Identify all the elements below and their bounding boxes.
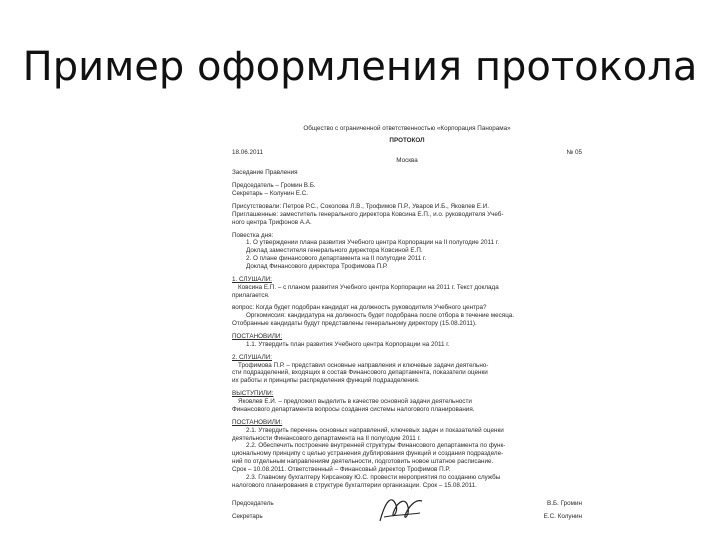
spoke-text: Финансового департамента вопросы создания системы налогового планирования.: [232, 405, 475, 413]
agenda-title: Повестка дня:: [232, 231, 274, 239]
secretary-line: Секретарь – Колунин Е.С.: [232, 190, 309, 198]
section-2-resolution: деятельности Финансового департамента на II полугодие 2011 г.: [232, 434, 421, 442]
section-1-resolution: 1.1. Утвердить план развития Учебного центра Корпорации на 2011 г.: [246, 340, 450, 348]
section-2-resolution: циональному принципу с целью устранения дублирования функций и создания подразделе-: [232, 450, 504, 458]
present-line: Приглашенные: заместитель генерального директора Ковсина Е.П., и.о. руководителя Учеб-: [232, 210, 504, 218]
date-number-row: [232, 149, 582, 157]
section-1-text: Ковсина Е.П. – с планом развития Учебного центра Корпорации на 2011 г. Текст доклада: [238, 283, 499, 291]
section-1-extra: вопрос: Когда будет подобран кандидат на должность руководителя Учебного центра?: [232, 304, 487, 312]
present-line: ного центра Трифонов А.А.: [232, 218, 312, 226]
section-2-heard-title: 2. СЛУШАЛИ:: [232, 353, 272, 361]
agenda-item: 1. О утверждении плана развития Учебного центра Корпорации на II полугодие 2011 г.: [246, 239, 500, 247]
chair-signature-role: Председатель: [232, 499, 274, 507]
section-2-resolution: 2.3. Главному бухгалтеру Кирсанову Ю.С. провести мероприятия по созданию службы: [246, 473, 501, 481]
protocol-document: [232, 125, 582, 527]
section-2-resolution-title: ПОСТАНОВИЛИ:: [232, 418, 283, 426]
organization-name: Общество с ограниченной ответственностью «Корпорация Панорама»: [303, 125, 511, 132]
secretary-signature-role: Секретарь: [232, 513, 263, 521]
section-1-heard-title: 1. СЛУШАЛИ:: [232, 275, 272, 283]
section-2-text: сти подразделений, входящих в состав Финансового департамента, показатели оценки: [232, 369, 488, 377]
document-date: 18.06.2011: [232, 148, 264, 156]
section-2-resolution: 2.2. Обеспечить построение внутренней структуры Финансового департамента по функ-: [246, 442, 506, 450]
secretary-signature-name: Е.С. Колунин: [543, 513, 582, 521]
document-heading: ПРОТОКОЛ: [389, 136, 425, 144]
section-1-extra: Оргкомиссия: кандидатура на должность будет подобрана после отбора в течение месяца.: [246, 312, 515, 320]
section-2-text: Трофимова П.Р. – представил основные направления и ключевые задачи деятельно-: [238, 361, 489, 369]
spoke-text: Яковлев Е.И. – предложил выделить в качестве основной задачи деятельности: [238, 398, 472, 406]
section-2-resolution: 2.1. Утвердить перечень основных направлений, ключевых задач и показателей оценки: [246, 426, 504, 434]
section-2-resolution: налогового планирования в структуре бухгалтерии организации. Срок – 15.08.2011.: [232, 481, 477, 489]
section-2-resolution: Срок – 10.08.2011. Ответственный – Финансовый директор Трофимов П.Р.: [232, 465, 451, 473]
section-2-text: их работы и принципы распределения функций подразделения.: [232, 377, 420, 385]
chair-signature-name: В.Б. Громин: [547, 499, 582, 507]
slide-title: Пример оформления протокола: [22, 44, 698, 90]
document-city: Москва: [396, 156, 418, 164]
handwritten-signature: [372, 491, 432, 527]
meeting-type: Заседание Правления: [232, 169, 298, 177]
section-1-extra: Отобранные кандидаты будут представлены генеральному директору (15.08.2011).: [232, 320, 477, 328]
section-1-resolution-title: ПОСТАНОВИЛИ:: [232, 333, 283, 341]
present-line: Присутствовали: Петров Р.С., Соколова Л.В., Трофимов П.Р., Уваров И.Б., Яковлев Е.И.: [232, 203, 490, 211]
spoke-title: ВЫСТУПИЛИ:: [232, 390, 274, 398]
section-2-resolution: ний по отдельным направлениям деятельности, подготовить новое штатное расписание.: [232, 458, 494, 466]
document-number: № 05: [566, 148, 582, 156]
agenda-item: Доклад Финансового директора Трофимова П.Р.: [246, 263, 388, 271]
chair-line: Председатель – Громин В.Б.: [232, 182, 316, 190]
section-1-text: прилагается.: [232, 291, 270, 299]
agenda-item: Доклад заместителя генерального директора Ковсиной Е.П.: [246, 247, 423, 255]
agenda-item: 2. О плане финансового департамента на II полугодие 2011 г.: [246, 255, 427, 263]
